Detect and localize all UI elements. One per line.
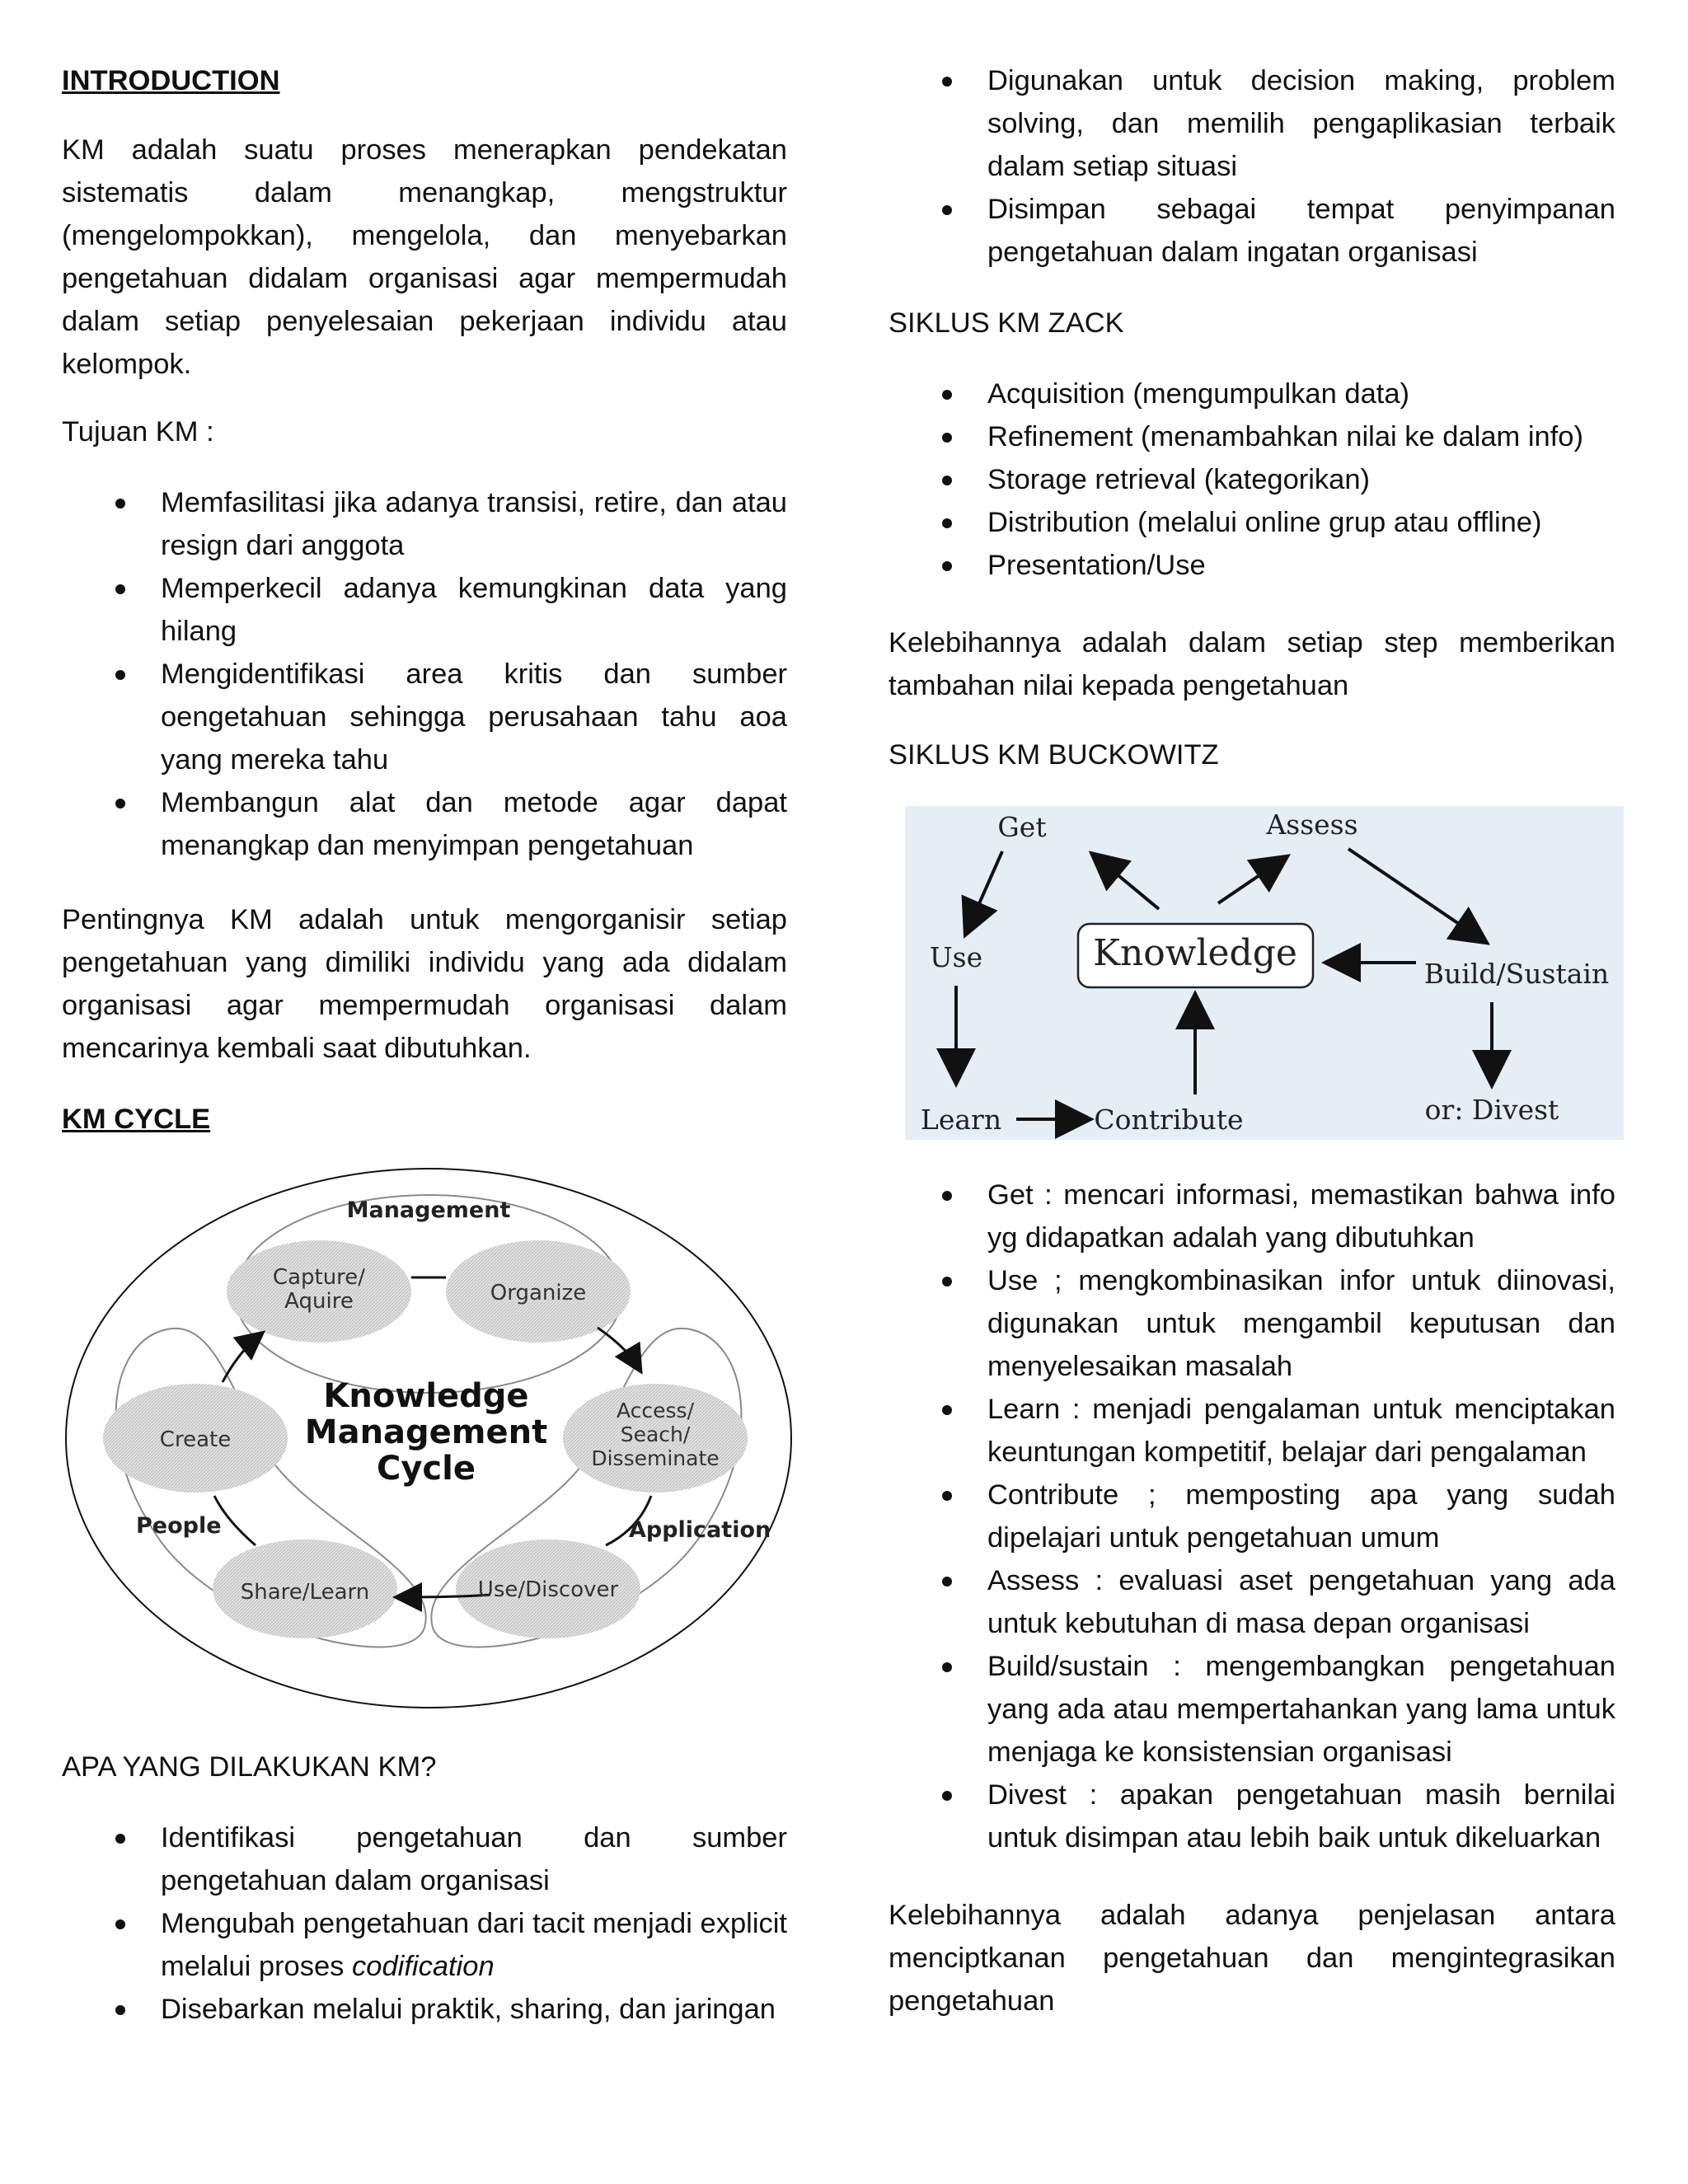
bullet-icon [942,205,952,215]
organize-label: Organize [490,1281,587,1305]
list-item: Learn : menjadi pengalaman untuk menciptakan keuntungan kompetitif, belajar dari pengalaman [889,1388,1615,1474]
get-label: Get [997,811,1047,843]
buckowitz-list [889,1174,1615,1859]
list-item: Membangun alat dan metode agar dapat menangkap dan menyimpan pengetahuan [62,781,787,867]
contribute-label: Contribute [1094,1104,1244,1136]
zack-list [889,373,1615,587]
bullet-icon [115,2005,125,2015]
bullet-icon [942,1405,952,1415]
bullet-icon [942,1277,952,1286]
list-item: Build/sustain : mengembangkan pengetahuan yang ada atau mempertahankan yang lama untuk menjaga ke konsistensian organisasi [889,1645,1615,1774]
management-label: Management [346,1197,511,1223]
knowledge-label: Knowledge [1093,932,1297,974]
bullet-icon [115,670,125,680]
tujuan-list [62,481,787,867]
list-item: Mengubah pengetahuan dari tacit menjadi explicit melalui proses codification [62,1902,787,1988]
bullet-icon [942,77,952,87]
buckowitz-paragraph: Kelebihannya adalah adanya penjelasan antara menciptkanan pengetahuan dan mengintegrasikan pengetahuan [889,1900,1615,2017]
access-label-1: Access/ [616,1399,695,1422]
pentingnya-paragraph: Pentingnya KM adalah untuk mengorganisir setiap pengetahuan yang dimiliki individu yang ada didalam organisasi agar mempermudah organisasi dalam mencarinya kembali saat dibutuhkan. [62,904,787,1064]
list-item: Presentation/Use [889,544,1615,587]
bullet-icon [942,1191,952,1201]
people-label: People [136,1513,222,1539]
km-cycle-heading: KM CYCLE [62,1104,211,1135]
list-item: Digunakan untuk decision making, problem solving, dan memilih pengaplikasian terbaik dalam setiap situasi [889,59,1615,188]
codification-italic: codification [352,1951,495,1982]
use-label: Use [929,941,983,973]
use-label: Use/Discover [477,1577,619,1602]
arrow-organize-access [598,1328,639,1368]
application-label: Application [629,1517,771,1543]
build-sustain-label: Build/Sustain [1423,958,1610,990]
bullet-icon [942,1577,952,1586]
list-item: Memfasilitasi jika adanya transisi, retire, dan atau resign dari anggota [62,481,787,567]
access-label-3: Disseminate [591,1446,720,1470]
bullet-icon [115,1919,125,1929]
list-item: Assess : evaluasi aset pengetahuan yang ada untuk kebutuhan di masa depan organisasi [889,1559,1615,1645]
divest-label: or: Divest [1424,1094,1559,1126]
cycle-title-3: Cycle [377,1450,476,1488]
list-item: Acquisition (mengumpulkan data) [889,373,1615,415]
capture-label-1: Capture/ [272,1265,366,1290]
bullet-icon [942,518,952,528]
bullet-icon [942,476,952,485]
apa-list [62,1816,787,2031]
list-item: Disebarkan melalui praktik, sharing, dan jaringan [62,1988,787,2031]
list-item: Refinement (menambahkan nilai ke dalam info) [889,415,1615,458]
apa-heading: APA YANG DILAKUKAN KM? [62,1751,437,1783]
arrow-create-capture [223,1335,260,1382]
km-cycle-diagram [62,1166,799,1718]
buckowitz-diagram [905,806,1624,1140]
bullet-icon [115,584,125,594]
list-item: Disimpan sebagai tempat penyimpanan pengetahuan dalam ingatan organisasi [889,188,1615,274]
share-label: Share/Learn [240,1580,370,1605]
cycle-title-2: Management [304,1413,548,1451]
list-item: Use ; mengkombinasikan infor untuk diinovasi, digunakan untuk mengambil keputusan dan menyelesaikan masalah [889,1259,1615,1388]
bullet-icon [115,1834,125,1844]
list-item: Identifikasi pengetahuan dan sumber pengetahuan dalam organisasi [62,1816,787,1902]
zack-heading: SIKLUS KM ZACK [889,307,1124,339]
list-item: Get : mencari informasi, memastikan bahwa info yg didapatkan adalah yang dibutuhkan [889,1174,1615,1259]
zack-paragraph: Kelebihannya adalah dalam setiap step memberikan tambahan nilai kepada pengetahuan [889,627,1615,701]
bullet-icon [942,1491,952,1501]
list-item: Distribution (melalui online grup atau offline) [889,501,1615,544]
intro-paragraph: KM adalah suatu proses menerapkan pendekatan sistematis dalam menangkap, mengstruktur (mengelompokkan), mengelola, dan menyebarkan pengetahuan didalam organisasi agar mempermudah dalam setiap penyelesaian pekerjaan individu atau kelompok. [62,134,787,380]
bullet-icon [942,561,952,571]
list-item: Storage retrieval (kategorikan) [889,458,1615,501]
km-uses-list [889,59,1615,274]
tujuan-label: Tujuan KM : [62,416,214,448]
bullet-icon [942,433,952,443]
bullet-icon [942,390,952,400]
access-label-2: Seach/ [620,1422,691,1446]
bullet-icon [942,1662,952,1672]
list-item: Divest : apakan pengetahuan masih bernilai untuk disimpan atau lebih baik untuk dikeluarkan [889,1774,1615,1859]
bullet-icon [115,499,125,509]
intro-heading: INTRODUCTION [62,65,280,96]
learn-label: Learn [920,1104,1002,1136]
create-label: Create [159,1427,232,1452]
buckowitz-heading: SIKLUS KM BUCKOWITZ [889,739,1219,771]
assess-label: Assess [1266,808,1358,841]
list-item: Mengidentifikasi area kritis dan sumber oengetahuan sehingga perusahaan tahu aoa yang mereka tahu [62,653,787,781]
list-item: Contribute ; memposting apa yang sudah dipelajari untuk pengetahuan umum [889,1474,1615,1559]
capture-label-2: Aquire [284,1289,354,1314]
bullet-icon [115,799,125,808]
cycle-title-1: Knowledge [323,1377,529,1415]
bullet-icon [942,1791,952,1801]
list-item: Memperkecil adanya kemungkinan data yang hilang [62,567,787,653]
